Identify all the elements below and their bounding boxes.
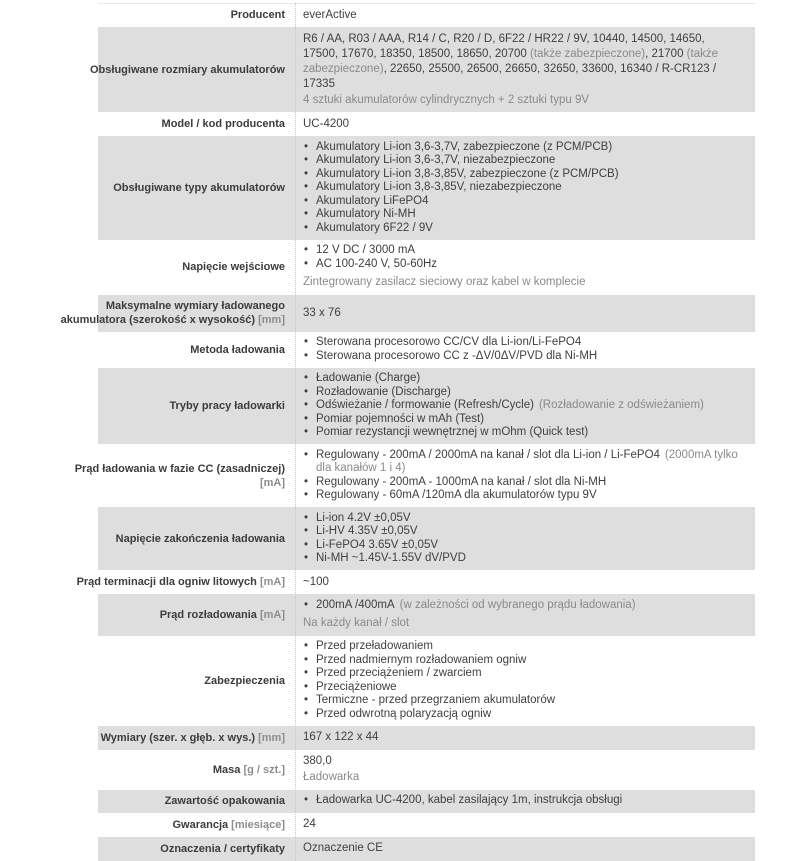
spec-label	[55, 818, 295, 832]
spec-table	[55, 3, 755, 861]
spec-label	[55, 794, 295, 808]
spec-bullet-list	[303, 336, 743, 363]
spec-bullet-item	[303, 694, 743, 708]
spec-bullet-item	[303, 525, 743, 539]
spec-bullet-item	[303, 336, 743, 350]
spec-label-text: Napięcie wejściowe	[182, 261, 285, 273]
spec-bullet-text: Przed nadmiernym rozładowaniem ogniw	[316, 653, 527, 666]
spec-bullet-text: Akumulatory Ni-MH	[316, 208, 416, 220]
spec-value	[295, 32, 755, 108]
spec-row	[55, 136, 755, 240]
spec-label	[55, 63, 295, 77]
spec-row	[55, 726, 755, 750]
spec-bullet-text: Ni-MH ~1.45V-1.55V dV/PVD	[316, 552, 466, 564]
spec-row	[55, 27, 755, 112]
spec-label	[55, 575, 295, 589]
spec-label-unit: [mA]	[259, 476, 285, 489]
spec-bullet-item	[303, 154, 743, 168]
spec-value	[295, 306, 755, 321]
spec-label-text: Masa	[212, 763, 241, 776]
spec-bullet-item	[303, 222, 743, 236]
spec-value	[295, 336, 755, 363]
spec-row	[55, 368, 755, 445]
spec-bullet-text: Przed odwrotną polaryzacją ogniw	[316, 707, 492, 720]
spec-label-text: Oznaczenia / certyfikaty	[160, 842, 285, 855]
spec-label	[55, 260, 295, 274]
spec-label	[55, 532, 295, 546]
spec-bullet-text: Regulowany - 200mA / 2000mA na kanał / slot dla Li-ion / Li-FePO4	[316, 448, 660, 461]
spec-label	[55, 399, 295, 413]
spec-label	[55, 117, 295, 131]
spec-value	[295, 8, 755, 23]
spec-bullet-item	[303, 372, 743, 386]
spec-table-rows	[55, 3, 755, 861]
spec-bullet-item	[303, 399, 743, 413]
spec-value-text: 33 x 76	[303, 306, 341, 319]
spec-bullet-list	[303, 512, 743, 566]
spec-value-note: 4 sztuki akumulatorów cylindrycznych + 2 sztuki typu 9V	[303, 93, 590, 106]
spec-value-text: UC-4200	[303, 117, 350, 130]
spec-row	[55, 570, 755, 594]
spec-label	[55, 763, 295, 777]
spec-label	[55, 8, 295, 22]
spec-bullet-text: 200mA /400mA	[316, 598, 395, 611]
spec-label-text: Tryby pracy ładowarki	[169, 399, 285, 412]
spec-label-unit: [mA]	[256, 576, 285, 588]
spec-value	[295, 449, 755, 503]
spec-bullet-text: AC 100-240 V, 50-60Hz	[316, 257, 438, 270]
spec-bullet-item	[303, 244, 743, 258]
spec-bullet-list	[303, 794, 743, 808]
spec-label-text: Wymiary (szer. x głęb. x wys.)	[100, 731, 256, 744]
spec-bullet-item	[303, 476, 743, 490]
spec-row	[55, 507, 755, 570]
spec-row	[55, 790, 755, 813]
spec-bullet-list	[303, 372, 743, 440]
spec-value-note-inline: (także zabezpieczone)	[526, 47, 646, 60]
spec-label-unit: [g / szt.]	[240, 763, 285, 776]
spec-bullet-text: Regulowany - 200mA - 1000mA na kanał / slot dla Ni-MH	[316, 475, 607, 488]
spec-bullet-text: Li-FePO4 3.65V ±0,05V	[316, 538, 439, 551]
spec-bullet-item	[303, 654, 743, 668]
spec-bullet-text: Sterowana procesorowo CC z -ΔV/0ΔV/PVD dla Ni-MH	[316, 349, 598, 362]
spec-row	[55, 332, 755, 368]
spec-label-text: Prąd ładowania w fazie CC (zasadniczej)	[74, 462, 285, 475]
spec-bullet-text: Termiczne - przed przegrzaniem akumulatorów	[316, 694, 556, 706]
spec-bullet-text: Akumulatory Li-ion 3,6-3,7V, zabezpieczone (z PCM/PCB)	[316, 140, 613, 153]
spec-bullet-item	[303, 552, 743, 566]
spec-value-text	[303, 32, 743, 92]
spec-label-text: Obsługiwane rozmiary akumulatorów	[90, 63, 285, 76]
spec-bullet-text: Ładowanie (Charge)	[316, 372, 421, 384]
spec-bullet-list	[303, 244, 743, 271]
spec-value	[295, 730, 755, 745]
spec-bullet-text: Akumulatory Li-ion 3,8-3,85V, niezabezpieczone	[316, 181, 562, 193]
spec-bullet-text: Akumulatory 6F22 / 9V	[316, 221, 433, 234]
spec-value-note: Na każdy kanał / slot	[303, 617, 410, 629]
spec-bullet-item	[303, 681, 743, 695]
spec-bullet-item	[303, 350, 743, 364]
spec-label-text: Prąd rozładowania	[159, 608, 257, 621]
spec-bullet-text: Akumulatory LiFePO4	[316, 194, 429, 207]
spec-bullet-item	[303, 258, 743, 272]
spec-label-unit: [mm]	[255, 314, 285, 326]
spec-bullet-item	[303, 181, 743, 195]
spec-bullet-note: (w zależności od wybranego prądu ładowania)	[399, 598, 636, 611]
spec-value-text: 24	[303, 818, 316, 830]
spec-bullet-item	[303, 141, 743, 155]
spec-label-text: Metoda ładowania	[190, 343, 285, 356]
spec-bullet-text: 12 V DC / 3000 mA	[316, 244, 416, 256]
spec-label	[55, 842, 295, 856]
spec-bullet-text: Przed przeciążeniem / zwarciem	[316, 667, 482, 679]
spec-label-unit: [mm]	[255, 731, 285, 744]
spec-value-segment: R6 / AA, R03 / AAA, R14 / C, R20 / D, 6F22 / HR22 / 9V, 10440, 14500, 14650, 17500, 17670, 18350, 18500, 18650, 20700	[303, 32, 705, 60]
spec-value-text: 167 x 122 x 44	[303, 731, 379, 743]
spec-bullet-item	[303, 708, 743, 722]
spec-value-segment: , 22650, 25500, 26500, 26650, 32650, 33600, 16340 / R-CR123 / 17335	[303, 62, 717, 90]
spec-bullet-item	[303, 413, 743, 427]
spec-bullet-text: Regulowany - 60mA /120mA dla akumulatorów typu 9V	[316, 489, 597, 501]
spec-value	[295, 575, 755, 590]
spec-bullet-note: (Rozładowanie z odświeżaniem)	[538, 399, 704, 411]
spec-bullet-text: Przed przeładowaniem	[316, 640, 433, 652]
spec-row	[55, 444, 755, 507]
spec-value	[295, 141, 755, 236]
spec-bullet-text: Ładowarka UC-4200, kabel zasilający 1m, instrukcja obsługi	[316, 794, 623, 807]
spec-bullet-item	[303, 208, 743, 222]
spec-row	[55, 636, 755, 726]
spec-value-text: Oznaczenie CE	[303, 842, 383, 854]
spec-bullet-list	[303, 449, 743, 503]
spec-value	[295, 817, 755, 832]
spec-label	[55, 462, 295, 490]
spec-bullet-text: Akumulatory Li-ion 3,6-3,7V, niezabezpieczone	[316, 154, 556, 166]
spec-bullet-text: Odświeżanie / formowanie (Refresh/Cycle)	[316, 399, 534, 411]
spec-label-unit: [mA]	[256, 608, 285, 621]
spec-bullet-text: Li-HV 4.35V ±0,05V	[316, 525, 418, 537]
spec-value	[295, 117, 755, 132]
spec-value	[295, 512, 755, 566]
spec-bullet-list	[303, 640, 743, 721]
spec-row	[55, 750, 755, 790]
spec-bullet-note: (2000mA tylko dla kanałów 1 i 4)	[316, 448, 738, 474]
spec-bullet-item	[303, 599, 743, 613]
spec-row	[55, 837, 755, 861]
spec-bullet-text: Pomiar rezystancji wewnętrznej w mOhm (Quick test)	[316, 426, 589, 438]
spec-value-segment: , 21700	[645, 47, 684, 60]
spec-value-note-inline: (także zabezpieczone)	[303, 47, 718, 75]
spec-value	[295, 794, 755, 808]
spec-label-text: Producent	[230, 9, 285, 21]
spec-value	[295, 244, 755, 290]
spec-label-text: Maksymalne wymiary ładowanego akumulatora (szerokość x wysokość)	[60, 300, 285, 326]
spec-bullet-item	[303, 449, 743, 476]
spec-bullet-item	[303, 168, 743, 182]
spec-label-text: Obsługiwane typy akumulatorów	[113, 181, 285, 194]
spec-value	[295, 372, 755, 440]
spec-row	[55, 112, 755, 136]
spec-bullet-text: Rozładowanie (Discharge)	[316, 385, 451, 398]
spec-bullet-text: Przeciążeniowe	[316, 680, 397, 693]
spec-label-text: Zabezpieczenia	[204, 674, 285, 687]
spec-bullet-item	[303, 512, 743, 526]
spec-row	[55, 3, 755, 27]
spec-bullet-item	[303, 794, 743, 808]
spec-row	[55, 813, 755, 837]
spec-value	[295, 754, 755, 785]
spec-label	[55, 674, 295, 688]
spec-bullet-list	[303, 141, 743, 236]
spec-bullet-item	[303, 640, 743, 654]
spec-label	[55, 731, 295, 745]
spec-label	[55, 181, 295, 195]
spec-row	[55, 240, 755, 295]
spec-bullet-item	[303, 386, 743, 400]
spec-bullet-item	[303, 195, 743, 209]
spec-bullet-text: Akumulatory Li-ion 3,8-3,85V, zabezpieczone (z PCM/PCB)	[316, 167, 619, 180]
spec-bullet-list	[303, 599, 743, 613]
spec-value-text: 380,0	[303, 755, 332, 767]
spec-value-note: Ładowarka	[303, 771, 360, 783]
spec-bullet-item	[303, 539, 743, 553]
spec-label	[55, 343, 295, 357]
spec-value	[295, 640, 755, 721]
spec-label-text: Prąd terminacji dla ogniw litowych	[76, 576, 257, 588]
spec-label-text: Zawartość opakowania	[164, 795, 285, 807]
spec-row	[55, 295, 755, 332]
spec-bullet-item	[303, 426, 743, 440]
spec-bullet-item	[303, 489, 743, 503]
spec-label	[55, 608, 295, 622]
spec-bullet-item	[303, 667, 743, 681]
spec-label-unit: [miesiące]	[228, 818, 285, 831]
spec-label-text: Napięcie zakończenia ładowania	[115, 532, 285, 545]
spec-value-text: ~100	[303, 575, 329, 588]
spec-label-text: Gwarancja	[172, 818, 229, 831]
spec-value	[295, 841, 755, 856]
spec-label	[55, 299, 295, 327]
spec-bullet-text: Sterowana procesorowo CC/CV dla Li-ion/Li-FePO4	[316, 336, 582, 348]
spec-bullet-text: Li-ion 4.2V ±0,05V	[316, 511, 411, 524]
spec-bullet-text: Pomiar pojemności w mAh (Test)	[316, 412, 485, 425]
spec-value	[295, 599, 755, 632]
spec-value-note: Zintegrowany zasilacz sieciowy oraz kabel w komplecie	[303, 276, 586, 288]
spec-label-text: Model / kod producenta	[161, 118, 285, 130]
spec-row	[55, 594, 755, 636]
spec-value-text: everActive	[303, 8, 357, 21]
